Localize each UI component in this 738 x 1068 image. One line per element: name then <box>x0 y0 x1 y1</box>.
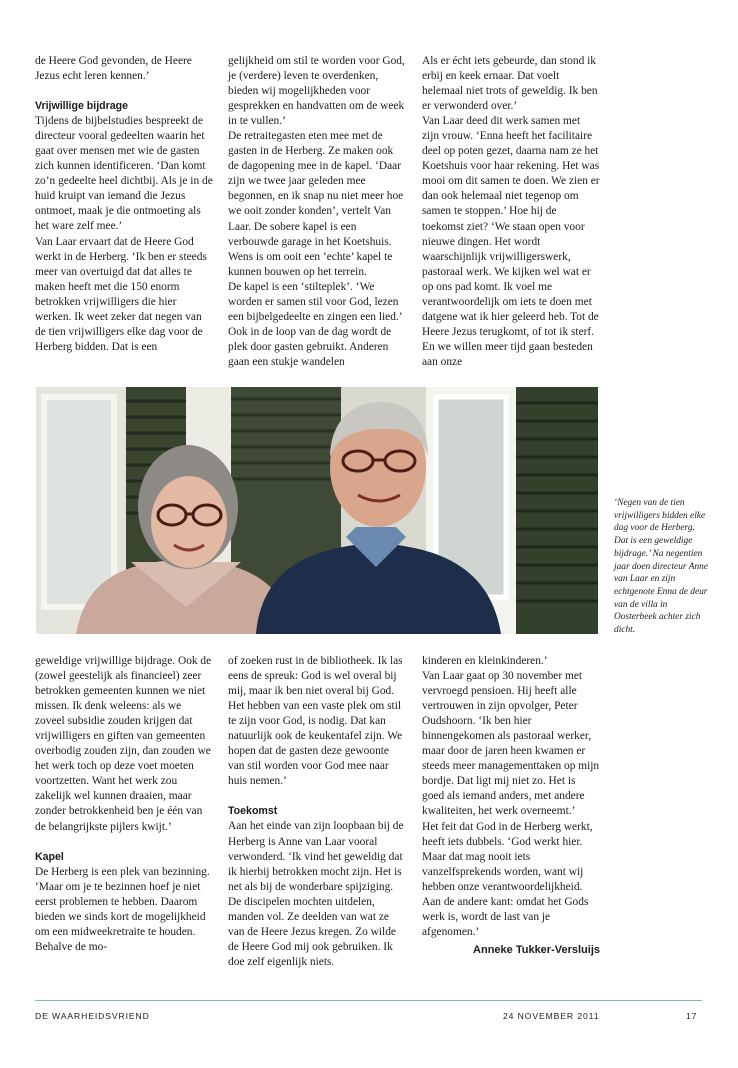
paragraph: De kapel is een ‘stilteplek’. ‘We worden er samen stil voor God, lezen een bijbelgedeelte en zingen een lied.’ Ook in de loop van de dag wordt de plek door gasten gebruikt. Anderen gaan een stukje wandelen <box>228 280 402 368</box>
paragraph: geweldige vrijwillige bijdrage. Ook de (zowel geestelijk als financieel) zeer betrokken gemeenten kunnen we niet missen. Ik denk weleens: als we zoveel subsidie zouden krijgen dat vrijwilligers en giften van gemeenten overbodig zouden zijn, dan zouden we het werk toch op deze voet moeten voortzetten. Want het werk zou zakelijk wel kunnen draaien, maar zonder betrokkenheid ben je één van de belangrijkste pijlers kwijt.’ <box>35 655 212 833</box>
paragraph: Als er écht iets gebeurde, dan stond ik erbij en keek ernaar. Dat voelt helemaal niet trots of geweldig. Ik ben er verwonderd over.’ <box>422 55 598 113</box>
photo-caption: ‘Negen van de tien vrijwilligers bidden elke dag voor de Herberg. Dat is een geweldige bijdrage.’ Na negentien jaar doen directeur Anne van Laar en zijn echtgenote Enna de deur van de villa in Oosterbeek achter zich dicht. <box>614 498 708 636</box>
paragraph: gelijkheid om stil te worden voor God, je (verdere) leven te overdenken, bieden wij mogelijkheden voor gesprekken en handvatten om de week in te vullen.’ <box>228 55 405 128</box>
paragraph: Van Laar ervaart dat de Heere God werkt in de Herberg. ‘Ik ben er steeds meer van overtuigd dat dat alles te maken heeft met die 150 enorm betrokken vrijwilligers die hier werken. Ik weet zeker dat negen van de tien vrijwilligers elke dag voor de Herberg bidden. Dat is een <box>35 235 207 353</box>
paragraph: Van Laar deed dit werk samen met zijn vrouw. ‘Enna heeft het facilitaire deel op poten gezet, daarna nam ze het Koetshuis voor haar rekening. Het was mooi om dit samen te doen. We zien er dan ook helemaal niet tegenop om samen te stoppen.’ Hoe hij de toekomst ziet? ‘We staan open voor nieuwe dingen. Het wordt waarschijnlijk vrijwilligerswerk, pastoraal werk. We kijken wel wat er op ons pad komt. Ik voel me verantwoordelijk om iets te doen met datgene wat ik hier geleerd heb. Tot de Heere Jezus terugkomt, of tot ik sterf. En we willen meer tijd gaan besteden aan onze <box>422 115 600 368</box>
couple-photo <box>36 387 598 634</box>
paragraph: De retraitegasten eten mee met de gasten in de Herberg. Ze maken ook de dagopening mee in de kapel. ‘Daar zijn we twee jaar geleden mee begonnen, en ik snap nu niet meer hoe we ooit zonder konden’, vertelt Van Laar. De sobere kapel is een verbouwde garage in het Koetshuis. Wens is om ooit een ‘echte’ kapel te kunnen bouwen op het terrein. <box>228 130 404 278</box>
paragraph: of zoeken rust in de bibliotheek. Ik las eens de spreuk: God is wel overal bij mij, maar ik ben niet overal bij God. Het hebben van een vaste plek om stil te zijn voor God, is nodig. Dat kan natuurlijk ook de keukentafel zijn. We hopen dat de gasten deze gewoonte van stil worden voor God mee naar huis nemen.’ <box>228 655 403 788</box>
paragraph: Het feit dat God in de Herberg werkt, heeft iets dubbels. ‘God werkt hier. Maar dat mag nooit iets vanzelfsprekends worden, want wij hebben onze verantwoordelijkheid. Aan de andere kant: omdat het Gods werk is, wordt de last van je afgenomen.’ <box>422 820 593 938</box>
section-heading-kapel: Kapel <box>35 850 64 863</box>
paragraph: Aan het einde van zijn loopbaan bij de Herberg is Anne van Laar vooral verwonderd. ‘Ik vind het geweldig dat ik hierbij betrokken mocht zijn. Het is net als bij de wonderbare spijziging. De discipelen mochten uitdelen, manden vol. Ze deelden van wat ze van de Heere Jezus kregen. Zo wilde de Heere God mij ook gebruiken. Ik doe zelf eigenlijk niets. <box>228 820 404 968</box>
paragraph: kinderen en kleinkinderen.’ <box>422 655 548 667</box>
issue-date: 24 NOVEMBER 2011 <box>503 1011 600 1021</box>
article-column-4 <box>35 654 213 955</box>
paragraph: de Heere God gevonden, de Heere Jezus echt leren kennen.’ <box>35 55 192 83</box>
section-heading-toekomst: Toekomst <box>228 805 278 818</box>
article-column-3 <box>422 54 600 370</box>
author-byline: Anneke Tukker-Versluijs <box>473 943 600 956</box>
article-column-5 <box>228 654 406 970</box>
article-column-1 <box>35 54 213 355</box>
page-number: 17 <box>686 1011 698 1021</box>
magazine-name: DE WAARHEIDSVRIEND <box>35 1011 150 1021</box>
footer-divider <box>35 1000 702 1001</box>
article-column-2 <box>228 54 406 370</box>
paragraph: De Herberg is een plek van bezinning. ‘Maar om je te bezinnen hoef je niet eerst problemen te hebben. Daarom bieden we sinds kort de mogelijkheid om een midweekretraite te houden. Behalve de mo- <box>35 865 210 953</box>
section-heading-vrijwillige-bijdrage: Vrijwillige bijdrage <box>35 100 129 113</box>
paragraph: Van Laar gaat op 30 november met vervroegd pensioen. Hij heeft alle vertrouwen in zijn opvolger, Peter Oudshoorn. ‘Ik ben hier binnengekomen als pastoraal werker, maar door de jaren heen kwamen er steeds meer managementtaken op mijn bordje. Dat ligt mij niet zo. Het is goed als iemand anders, met andere kwaliteiten, het werk overneemt.’ <box>422 670 600 818</box>
paragraph: Tijdens de bijbelstudies bespreekt de directeur vooral gedeelten waarin het gaat over mensen met wie de gasten zich kunnen identificeren. ‘Dan komt zo’n gedeelte heel dichtbij. Als je in de huid kruipt van iemand die Jezus ontmoet, maak je die ontmoeting als het ware zelf mee.’ <box>35 115 213 233</box>
article-column-6 <box>422 654 600 958</box>
